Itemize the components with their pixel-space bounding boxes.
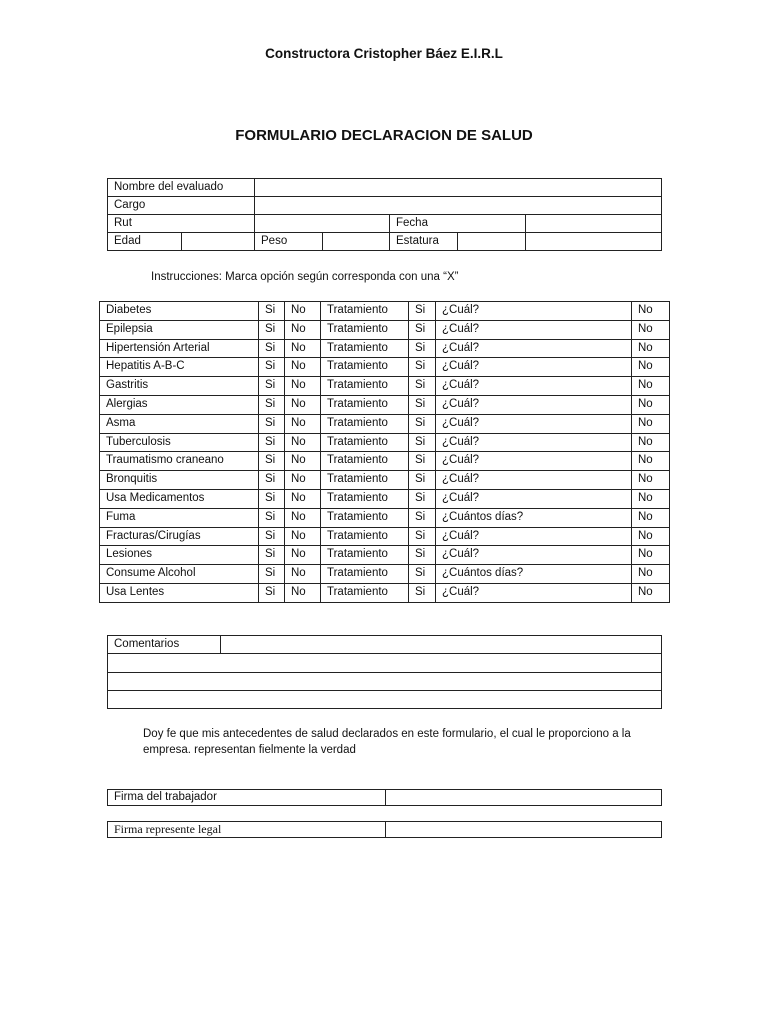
treatment-label: Tratamiento xyxy=(321,433,409,452)
treatment-label: Tratamiento xyxy=(321,565,409,584)
peso-field[interactable] xyxy=(323,233,390,251)
legal-signature-label: Firma represente legal xyxy=(108,822,386,838)
treatment-no-option[interactable]: No xyxy=(632,395,670,414)
treatment-si-option[interactable]: Si xyxy=(409,546,436,565)
no-option[interactable]: No xyxy=(285,320,321,339)
treatment-no-option[interactable]: No xyxy=(632,302,670,321)
evaluee-info-table xyxy=(107,178,662,251)
treatment-question[interactable]: ¿Cuántos días? xyxy=(436,508,632,527)
treatment-label: Tratamiento xyxy=(321,527,409,546)
worker-signature-field[interactable] xyxy=(386,790,662,806)
condition-name: Fuma xyxy=(100,508,259,527)
treatment-si-option[interactable]: Si xyxy=(409,433,436,452)
declaration-text: Doy fe que mis antecedentes de salud declarados en este formulario, el cual le proporciono a la empresa. representan fielmente la verdad xyxy=(143,728,631,756)
treatment-label: Tratamiento xyxy=(321,452,409,471)
treatment-question[interactable]: ¿Cuál? xyxy=(436,433,632,452)
treatment-label: Tratamiento xyxy=(321,302,409,321)
no-option[interactable]: No xyxy=(285,339,321,358)
si-option[interactable]: Si xyxy=(259,433,285,452)
si-option[interactable]: Si xyxy=(259,358,285,377)
condition-name: Usa Medicamentos xyxy=(100,489,259,508)
si-option[interactable]: Si xyxy=(259,320,285,339)
si-option[interactable]: Si xyxy=(259,489,285,508)
treatment-no-option[interactable]: No xyxy=(632,565,670,584)
condition-name: Asma xyxy=(100,414,259,433)
no-option[interactable]: No xyxy=(285,395,321,414)
si-option[interactable]: Si xyxy=(259,583,285,602)
comments-line-field[interactable] xyxy=(108,690,662,708)
edad-label: Edad xyxy=(108,233,182,251)
treatment-si-option[interactable]: Si xyxy=(409,508,436,527)
condition-row xyxy=(100,302,670,321)
condition-row xyxy=(100,433,670,452)
no-option[interactable]: No xyxy=(285,433,321,452)
conditions-table xyxy=(99,301,670,603)
comments-field[interactable] xyxy=(221,636,662,654)
edad-field[interactable] xyxy=(182,233,255,251)
condition-row xyxy=(100,508,670,527)
si-option[interactable]: Si xyxy=(259,302,285,321)
comments-table xyxy=(107,635,662,709)
condition-name: Usa Lentes xyxy=(100,583,259,602)
treatment-label: Tratamiento xyxy=(321,395,409,414)
treatment-question[interactable]: ¿Cuál? xyxy=(436,414,632,433)
condition-name: Hipertensión Arterial xyxy=(100,339,259,358)
condition-row xyxy=(100,414,670,433)
condition-name: Tuberculosis xyxy=(100,433,259,452)
estatura-field[interactable] xyxy=(458,233,526,251)
treatment-question[interactable]: ¿Cuál? xyxy=(436,546,632,565)
treatment-question[interactable]: ¿Cuál? xyxy=(436,489,632,508)
form-title: FORMULARIO DECLARACION DE SALUD xyxy=(235,127,533,144)
treatment-si-option[interactable]: Si xyxy=(409,414,436,433)
treatment-label: Tratamiento xyxy=(321,489,409,508)
condition-row xyxy=(100,471,670,490)
condition-name: Traumatismo craneano xyxy=(100,452,259,471)
treatment-question[interactable]: ¿Cuántos días? xyxy=(436,565,632,584)
treatment-question[interactable]: ¿Cuál? xyxy=(436,377,632,396)
treatment-no-option[interactable]: No xyxy=(632,433,670,452)
treatment-question[interactable]: ¿Cuál? xyxy=(436,320,632,339)
worker-signature-label: Firma del trabajador xyxy=(108,790,386,806)
si-option[interactable]: Si xyxy=(259,339,285,358)
condition-row xyxy=(100,395,670,414)
no-option[interactable]: No xyxy=(285,489,321,508)
nombre-label: Nombre del evaluado xyxy=(108,179,255,197)
condition-row xyxy=(100,358,670,377)
condition-row xyxy=(100,583,670,602)
treatment-question[interactable]: ¿Cuál? xyxy=(436,471,632,490)
legal-signature-field[interactable] xyxy=(386,822,662,838)
condition-row xyxy=(100,339,670,358)
no-option[interactable]: No xyxy=(285,565,321,584)
treatment-question[interactable]: ¿Cuál? xyxy=(436,395,632,414)
worker-signature-table xyxy=(107,789,662,806)
cargo-label: Cargo xyxy=(108,197,255,215)
treatment-label: Tratamiento xyxy=(321,508,409,527)
rut-label: Rut xyxy=(108,215,255,233)
treatment-si-option[interactable]: Si xyxy=(409,489,436,508)
fecha-label: Fecha xyxy=(390,215,526,233)
treatment-no-option[interactable]: No xyxy=(632,452,670,471)
rut-row xyxy=(108,215,662,233)
rut-field[interactable] xyxy=(255,215,390,233)
no-option[interactable]: No xyxy=(285,302,321,321)
nombre-row xyxy=(108,179,662,197)
comments-line-field[interactable] xyxy=(108,672,662,690)
si-option[interactable]: Si xyxy=(259,377,285,396)
treatment-label: Tratamiento xyxy=(321,583,409,602)
si-option[interactable]: Si xyxy=(259,414,285,433)
treatment-question[interactable]: ¿Cuál? xyxy=(436,339,632,358)
instructions: Instrucciones: Marca opción según corresponda con una “X” xyxy=(151,271,459,283)
comments-line-field[interactable] xyxy=(108,654,662,672)
no-option[interactable]: No xyxy=(285,583,321,602)
si-option[interactable]: Si xyxy=(259,452,285,471)
condition-name: Epilepsia xyxy=(100,320,259,339)
treatment-label: Tratamiento xyxy=(321,339,409,358)
treatment-no-option[interactable]: No xyxy=(632,377,670,396)
condition-name: Consume Alcohol xyxy=(100,565,259,584)
treatment-label: Tratamiento xyxy=(321,377,409,396)
treatment-no-option[interactable]: No xyxy=(632,546,670,565)
treatment-no-option[interactable]: No xyxy=(632,508,670,527)
cargo-field[interactable] xyxy=(255,197,662,215)
cargo-row xyxy=(108,197,662,215)
treatment-si-option[interactable]: Si xyxy=(409,302,436,321)
si-option[interactable]: Si xyxy=(259,395,285,414)
treatment-label: Tratamiento xyxy=(321,414,409,433)
treatment-label: Tratamiento xyxy=(321,471,409,490)
condition-name: Hepatitis A-B-C xyxy=(100,358,259,377)
treatment-question[interactable]: ¿Cuál? xyxy=(436,527,632,546)
condition-row xyxy=(100,489,670,508)
no-option[interactable]: No xyxy=(285,358,321,377)
condition-name: Fracturas/Cirugías xyxy=(100,527,259,546)
no-option[interactable]: No xyxy=(285,452,321,471)
treatment-si-option[interactable]: Si xyxy=(409,583,436,602)
treatment-si-option[interactable]: Si xyxy=(409,320,436,339)
treatment-no-option[interactable]: No xyxy=(632,339,670,358)
legal-signature-table xyxy=(107,821,662,838)
treatment-no-option[interactable]: No xyxy=(632,358,670,377)
condition-row xyxy=(100,377,670,396)
condition-row xyxy=(100,320,670,339)
treatment-label: Tratamiento xyxy=(321,358,409,377)
fecha-field[interactable] xyxy=(526,215,662,233)
no-option[interactable]: No xyxy=(285,508,321,527)
estatura-label: Estatura xyxy=(390,233,458,251)
edad-row xyxy=(108,233,662,251)
no-option[interactable]: No xyxy=(285,414,321,433)
treatment-no-option[interactable]: No xyxy=(632,527,670,546)
si-option[interactable]: Si xyxy=(259,508,285,527)
peso-label: Peso xyxy=(255,233,323,251)
treatment-question[interactable]: ¿Cuál? xyxy=(436,583,632,602)
no-option[interactable]: No xyxy=(285,377,321,396)
treatment-si-option[interactable]: Si xyxy=(409,339,436,358)
condition-name: Diabetes xyxy=(100,302,259,321)
condition-row xyxy=(100,565,670,584)
comments-line xyxy=(108,654,662,672)
treatment-no-option[interactable]: No xyxy=(632,320,670,339)
treatment-si-option[interactable]: Si xyxy=(409,527,436,546)
treatment-si-option[interactable]: Si xyxy=(409,452,436,471)
condition-row xyxy=(100,527,670,546)
si-option[interactable]: Si xyxy=(259,565,285,584)
si-option[interactable]: Si xyxy=(259,471,285,490)
treatment-no-option[interactable]: No xyxy=(632,414,670,433)
extra-field[interactable] xyxy=(526,233,662,251)
treatment-si-option[interactable]: Si xyxy=(409,471,436,490)
treatment-si-option[interactable]: Si xyxy=(409,565,436,584)
no-option[interactable]: No xyxy=(285,527,321,546)
condition-name: Bronquitis xyxy=(100,471,259,490)
treatment-label: Tratamiento xyxy=(321,546,409,565)
no-option[interactable]: No xyxy=(285,471,321,490)
treatment-label: Tratamiento xyxy=(321,320,409,339)
condition-name: Alergias xyxy=(100,395,259,414)
treatment-no-option[interactable]: No xyxy=(632,583,670,602)
treatment-si-option[interactable]: Si xyxy=(409,358,436,377)
comments-label: Comentarios xyxy=(108,636,221,654)
nombre-field[interactable] xyxy=(255,179,662,197)
treatment-si-option[interactable]: Si xyxy=(409,377,436,396)
condition-name: Gastritis xyxy=(100,377,259,396)
no-option[interactable]: No xyxy=(285,546,321,565)
comments-header-row xyxy=(108,636,662,654)
treatment-si-option[interactable]: Si xyxy=(409,395,436,414)
treatment-no-option[interactable]: No xyxy=(632,489,670,508)
treatment-question[interactable]: ¿Cuál? xyxy=(436,302,632,321)
si-option[interactable]: Si xyxy=(259,527,285,546)
treatment-no-option[interactable]: No xyxy=(632,471,670,490)
treatment-question[interactable]: ¿Cuál? xyxy=(436,358,632,377)
company-name: Constructora Cristopher Báez E.I.R.L xyxy=(265,46,503,61)
comments-line xyxy=(108,690,662,708)
treatment-question[interactable]: ¿Cuál? xyxy=(436,452,632,471)
condition-row xyxy=(100,546,670,565)
si-option[interactable]: Si xyxy=(259,546,285,565)
condition-name: Lesiones xyxy=(100,546,259,565)
comments-line xyxy=(108,672,662,690)
condition-row xyxy=(100,452,670,471)
